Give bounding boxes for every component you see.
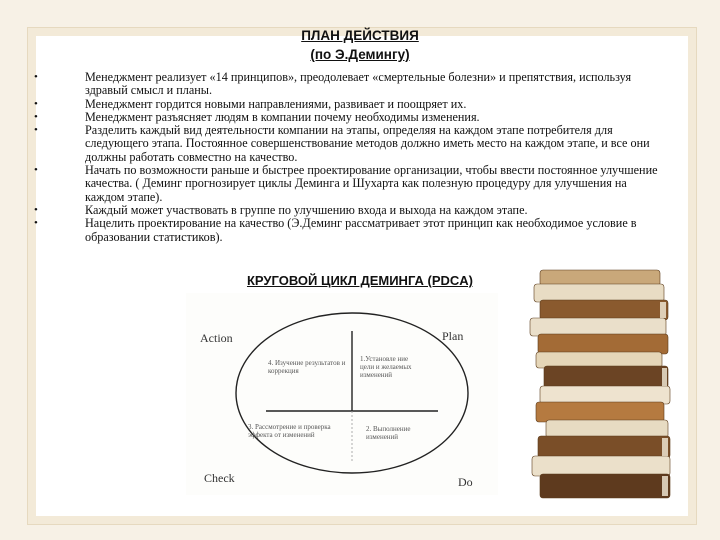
cycle-title: КРУГОВОЙ ЦИКЛ ДЕМИНГА (PDCA) [246, 273, 473, 288]
list-item: • Начать по возможности раньше и быстрее проектирование организации, чтобы ввести постоянное улучшение качества. ( Деминг прогнозирует циклы Деминга и Шухарта как полезную процедуру для улучшения на каждом этапе). [34, 163, 658, 204]
list-item: • Нацелить проектирование на качество (Э.Деминг рассматривает этот принцип как необходимое условие в образовании статистиков). [34, 216, 637, 244]
corner-label-check: Check [204, 471, 235, 485]
list-item: • Каждый может участвовать в группе по улучшению входа и выхода на каждом этапе. [34, 202, 528, 217]
quadrant-check: 3. Рассмотрение и проверка эффекта от изменений [248, 423, 331, 439]
bullet-list [34, 71, 666, 244]
page-subtitle: (по Э.Демингу) [310, 47, 410, 62]
list-item: • Менеджмент реализует «14 принципов», преодолевает «смертельные болезни» и препятствия, используя здравый смысл и планы. [34, 70, 632, 98]
bullet-icon: • [34, 110, 38, 123]
bullet-icon: • [34, 203, 38, 216]
list-item: • Разделить каждый вид деятельности компании на этапы, определяя на каждом этапе потребителя для следующего этапа. Постоянное совершенствование методов должно иметь место на каждом этапе, и все они должны работать совместно на качество. [34, 123, 650, 164]
quadrant-act: 4. Изучение результатов и коррекция [268, 359, 346, 375]
books-image [510, 262, 690, 512]
bullet-icon: • [34, 124, 38, 137]
pdca-circle-svg [186, 293, 498, 495]
page-title: ПЛАН ДЕЙСТВИЯ [301, 28, 419, 43]
books-icon [510, 262, 690, 512]
corner-label-action: Action [200, 331, 233, 345]
bullet-icon: • [34, 71, 38, 83]
quadrant-plan: 1.Установле ние цели и желаемых изменений [360, 355, 412, 379]
bullet-icon: • [34, 217, 38, 230]
list-item: • Менеджмент разъясняет людям в компании почему необходимы изменения. [34, 109, 480, 124]
bullet-icon: • [34, 164, 38, 177]
pdca-diagram [186, 293, 498, 495]
quadrant-do: 2. Выполнение изменений [366, 425, 411, 441]
corner-label-plan: Plan [442, 329, 464, 343]
corner-label-do: Do [458, 475, 473, 489]
bullet-icon: • [34, 97, 38, 110]
list-item: • Менеджмент гордится новыми направлениями, развивает и поощряет их. [34, 96, 467, 111]
